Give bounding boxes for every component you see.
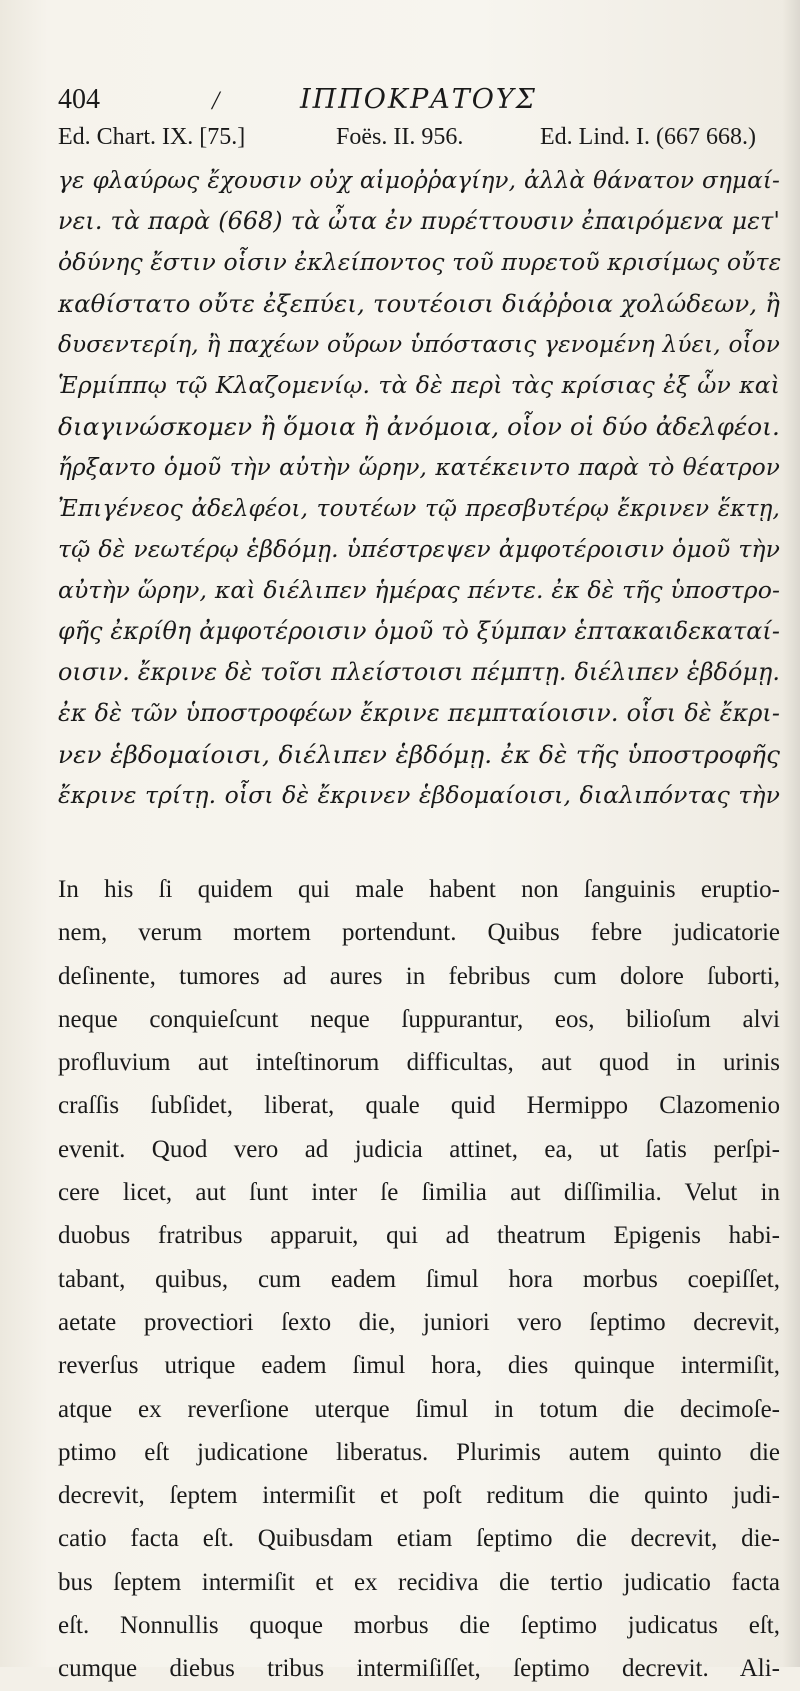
- greek-line: αὐτὴν ὥρην, καὶ διέλιπεν ἡμέρας πέντε. ἐκ δὲ τῆς ὑποστρο-: [58, 576, 780, 604]
- page-number: 404: [58, 84, 100, 115]
- latin-line: neque conquieſcunt neque ſuppurantur, eos, bilioſum alvi: [58, 1005, 780, 1033]
- latin-line: cere licet, aut ſunt inter ſe ſimilia aut diſſimilia. Velut in: [58, 1179, 780, 1207]
- latin-line: catio facta eſt. Quibusdam etiam ſeptimo die decrevit, die-: [58, 1525, 780, 1553]
- latin-line: deſinente, tumores ad aures in febribus cum dolore ſuborti,: [58, 962, 780, 990]
- greek-line: νει. τὰ παρὰ (668) τὰ ὦτα ἐν πυρέττουσιν ἐπαιρόμενα μετ': [58, 207, 780, 235]
- latin-line: reverſus utrique eadem ſimul hora, dies quinque intermiſit,: [58, 1352, 780, 1380]
- ref-linden: Ed. Lind. I. (667 668.): [540, 124, 756, 150]
- latin-line: evenit. Quod vero ad judicia attinet, ea, ut ſatis perſpi-: [58, 1135, 780, 1163]
- greek-line: οισιν. ἔκρινε δὲ τοῖσι πλείστοισι πέμπτῃ. διέλιπεν ἑβδόμῃ.: [58, 658, 780, 686]
- greek-line: φῆς ἐκρίθη ἀμφοτέροισιν ὁμοῦ τὸ ξύμπαν ἑπτακαιδεκαταί-: [58, 617, 780, 645]
- greek-line: Ἐπιγένεος ἀδελφέοι, τουτέων τῷ πρεσβυτέρῳ ἔκρινεν ἕκτῃ,: [58, 495, 780, 522]
- latin-line: decrevit, ſeptem intermiſit et poſt reditum die quinto judi-: [58, 1482, 780, 1510]
- greek-line: καθίστατο οὔτε ἐξεπύει, τουτέοισι διάῤῥοια χολώδεων, ἢ: [58, 289, 780, 318]
- greek-line: τῷ δὲ νεωτέρῳ ἑβδόμῃ. ὑπέστρεψεν ἀμφοτέροισιν ὁμοῦ τὴν: [58, 535, 780, 563]
- greek-line: ὀδύνης ἔστιν οἷσιν ἐκλείποντος τοῦ πυρετοῦ κρισίμως οὔτε: [58, 248, 782, 276]
- header-slash: /: [212, 86, 220, 115]
- latin-line: profluvium aut inteſtinorum difficultas, aut quod in urinis: [58, 1049, 780, 1077]
- latin-line: duobus fratribus apparuit, qui ad theatrum Epigenis habi-: [58, 1222, 780, 1250]
- latin-line: tabant, quibus, cum eadem ſimul hora morbus coepiſſet,: [58, 1265, 780, 1293]
- greek-line: Ἑρμίππῳ τῷ Κλαζομενίῳ. τὰ δὲ περὶ τὰς κρίσιας ἐξ ὧν καὶ: [58, 371, 780, 399]
- latin-line: aetate provectiori ſexto die, juniori vero ſeptimo decrevit,: [58, 1308, 780, 1336]
- latin-line: nem, verum mortem portendunt. Quibus febre judicatorie: [58, 919, 780, 947]
- greek-line: ἤρξαντο ὁμοῦ τὴν αὐτὴν ὥρην, κατέκειντο παρὰ τὸ θέατρον: [58, 454, 780, 481]
- latin-line: In his ſi quidem qui male habent non ſanguinis eruptio-: [58, 876, 780, 903]
- greek-line: νεν ἑβδομαίοισι, διέλιπεν ἑβδόμῃ. ἐκ δὲ τῆς ὑποστροφῆς: [58, 740, 780, 769]
- latin-line: eſt. Nonnullis quoque morbus die ſeptimo judicatus eſt,: [58, 1612, 780, 1640]
- greek-text-block: [58, 160, 780, 816]
- ref-foes: Foës. II. 956.: [336, 124, 464, 150]
- greek-line: διαγινώσκομεν ἢ ὅμοια ἢ ἀνόμοια, οἷον οἱ δύο ἀδελφέοι.: [58, 412, 780, 441]
- latin-line: bus ſeptem intermiſit et ex recidiva die tertio judicatio facta: [58, 1568, 780, 1596]
- edition-references: [58, 124, 788, 158]
- running-title: ΙΠΠΟΚΡΑΤΟΥΣ: [300, 84, 537, 115]
- greek-line: ἐκ δὲ τῶν ὑποστροφέων ἔκρινε πεμπταίοισιν. οἷσι δὲ ἔκρι-: [58, 699, 780, 727]
- latin-line: atque ex reverſione uterque ſimul in totum die decimoſe-: [58, 1395, 780, 1423]
- page-header: [58, 78, 778, 118]
- greek-line: ἔκρινε τρίτῃ. οἷσι δὲ ἔκρινεν ἑβδομαίοισι, διαλιπόντας τὴν: [58, 781, 780, 809]
- greek-line: γε φλαύρως ἔχουσιν οὐχ αἱμοῤῥαγίην, ἀλλὰ θάνατον σημαί-: [58, 167, 780, 194]
- ref-chartier: Ed. Chart. IX. [75.]: [58, 124, 246, 150]
- greek-line: δυσεντερίη, ἢ παχέων οὔρων ὑπόστασις γενομένη λύει, οἷον: [58, 331, 780, 358]
- latin-text-block: [58, 868, 780, 1691]
- latin-line: cumque diebus tribus intermiſiſſet, ſeptimo decrevit. Ali-: [58, 1655, 780, 1683]
- latin-line: craſſis ſubſidet, liberat, quale quid Hermippo Clazomenio: [58, 1092, 780, 1120]
- latin-line: ptimo eſt judicatione liberatus. Plurimis autem quinto die: [58, 1438, 780, 1466]
